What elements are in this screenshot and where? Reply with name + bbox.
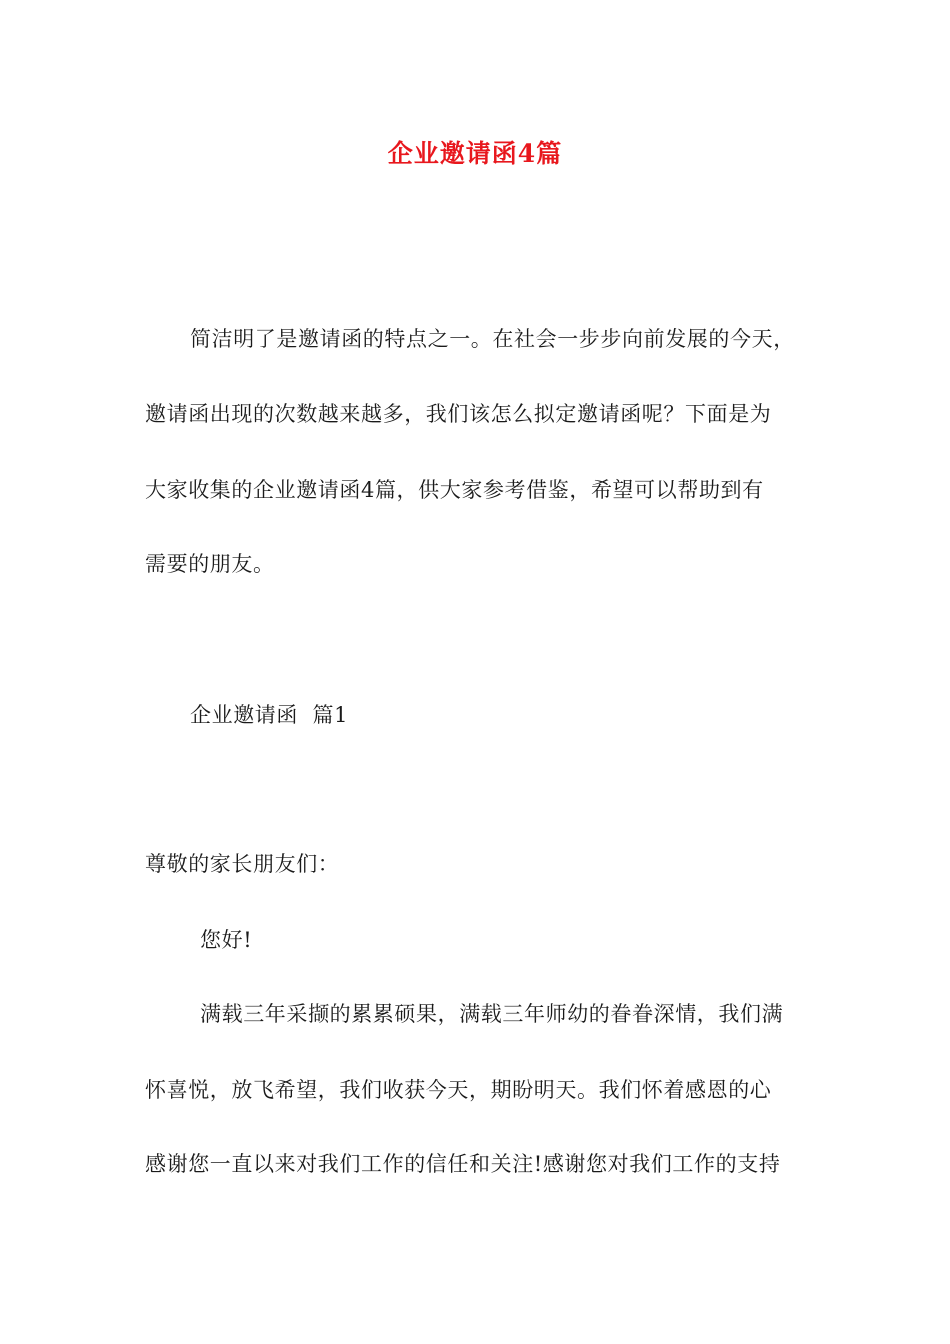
section-heading: 企业邀请函 篇1 <box>190 703 349 727</box>
intro-line: 大家收集的企业邀请函4篇，供大家参考借鉴，希望可以帮助到有 <box>145 478 764 502</box>
body-line: 满载三年采撷的累累硕果，满载三年师幼的眷眷深情，我们满 <box>200 1002 784 1026</box>
document-title: 企业邀请函4篇 <box>387 139 563 168</box>
intro-line: 简洁明了是邀请函的特点之一。在社会一步步向前发展的今天， <box>190 327 795 351</box>
greeting: 您好! <box>200 928 253 952</box>
salutation: 尊敬的家长朋友们： <box>145 852 340 876</box>
body-line: 感谢您一直以来对我们工作的信任和关注!感谢您对我们工作的支持 <box>145 1152 781 1176</box>
intro-line: 需要的朋友。 <box>145 552 275 576</box>
body-line: 怀喜悦，放飞希望，我们收获今天，期盼明天。我们怀着感恩的心 <box>145 1078 772 1102</box>
intro-line: 邀请函出现的次数越来越多，我们该怎么拟定邀请函呢？下面是为 <box>145 402 772 426</box>
